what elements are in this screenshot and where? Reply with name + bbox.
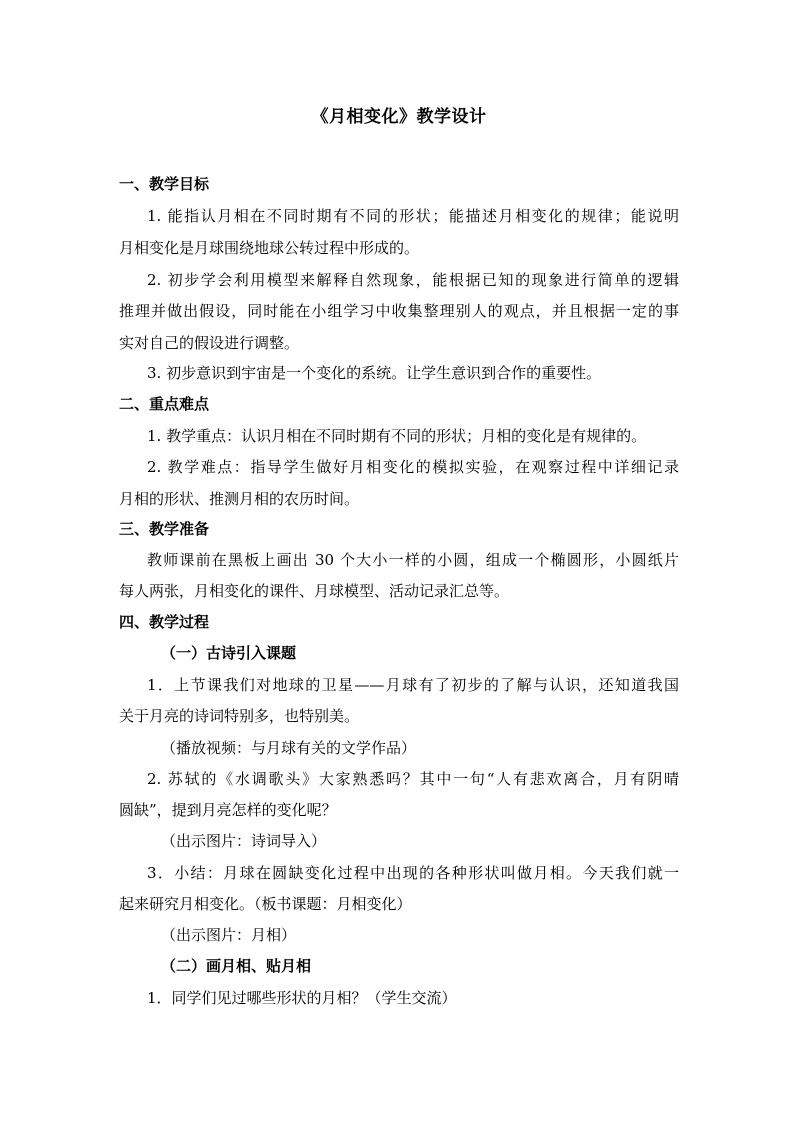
- section-heading-objectives: 一、教学目标: [119, 175, 210, 193]
- paragraph-line: 1．上节课我们对地球的卫星——月球有了初步的了解与认识，还知道我国: [147, 676, 679, 694]
- paragraph-line: 1. 能指认月相在不同时期有不同的形状；能描述月相变化的规律；能说明: [147, 207, 679, 225]
- paragraph-line: 1. 教学重点：认识月相在不同时期有不同的形状；月相的变化是有规律的。: [147, 427, 647, 445]
- subsection-heading-poem-intro: （一）古诗引入课题: [161, 644, 297, 662]
- document-title: 《月相变化》教学设计: [311, 107, 487, 127]
- paragraph-line: 2. 苏轼的《水调歌头》大家熟悉吗？其中一句“人有悲欢离合，月有阴晴: [147, 770, 679, 788]
- paragraph-line: 3. 初步意识到宇宙是一个变化的系统。让学生意识到合作的重要性。: [147, 364, 602, 382]
- paragraph-line: （播放视频：与月球有关的文学作品）: [161, 739, 417, 757]
- paragraph-line: （出示图片：月相）: [161, 926, 297, 944]
- paragraph-line: 2. 初步学会利用模型来解释自然现象，能根据已知的现象进行简单的逻辑: [147, 271, 679, 289]
- paragraph-line: 圆缺”，提到月亮怎样的变化呢？: [119, 801, 337, 819]
- section-heading-preparation: 三、教学准备: [119, 520, 210, 538]
- paragraph-line: 月相的形状、推测月相的农历时间。: [119, 490, 360, 508]
- paragraph-line: 1．同学们见过哪些形状的月相？（学生交流）: [147, 989, 457, 1007]
- paragraph-line: （出示图片：诗词导入）: [161, 832, 327, 850]
- paragraph-line: 教师课前在黑板上画出 30 个大小一样的小圆，组成一个椭圆形，小圆纸片: [147, 551, 679, 569]
- paragraph-line: 每人两张，月相变化的课件、月球模型、活动记录汇总等。: [119, 582, 510, 600]
- paragraph-line: 推理并做出假设，同时能在小组学习中收集整理别人的观点，并且根据一定的事: [119, 302, 679, 320]
- paragraph-line: 月相变化是月球围绕地球公转过程中形成的。: [119, 239, 420, 257]
- section-heading-process: 四、教学过程: [119, 613, 210, 631]
- paragraph-line: 关于月亮的诗词特别多，也特别美。: [119, 707, 360, 725]
- paragraph-line: 实对自己的假设进行调整。: [119, 334, 300, 352]
- paragraph-line: 2. 教学难点：指导学生做好月相变化的模拟实验，在观察过程中详细记录: [147, 458, 679, 476]
- subsection-heading-draw-moon: （二）画月相、贴月相: [161, 957, 312, 975]
- section-heading-key-points: 二、重点难点: [119, 395, 210, 413]
- paragraph-line: 3．小结：月球在圆缺变化过程中出现的各种形状叫做月相。今天我们就一: [147, 864, 679, 882]
- paragraph-line: 起来研究月相变化。（板书课题：月相变化）: [119, 895, 412, 913]
